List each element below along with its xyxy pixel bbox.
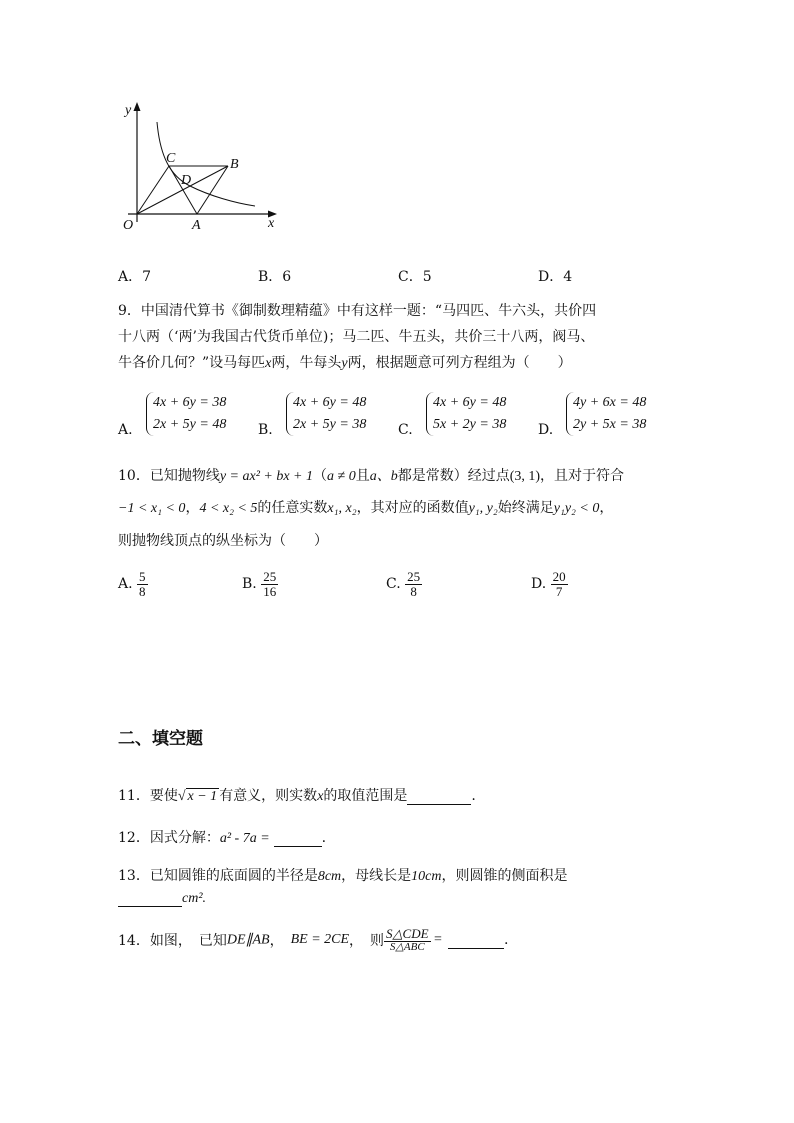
q10-option-letter: C. bbox=[386, 576, 401, 593]
denominator: 8 bbox=[139, 583, 146, 599]
q9-line-3-mid: 两，牛每头 bbox=[271, 355, 342, 371]
q9-line-3-end: 两，根据题意可列方程组为（ ） bbox=[347, 355, 572, 371]
q10-parabola-eq: y = ax² + bx + 1 bbox=[219, 469, 314, 484]
label-a: A bbox=[192, 218, 201, 233]
equation-2: 2y + 5x = 38 bbox=[573, 417, 647, 432]
equation-1: 4x + 6y = 48 bbox=[293, 395, 367, 410]
q10-product: y₁y₂ < 0 bbox=[553, 501, 600, 516]
q10-option-a[interactable] bbox=[118, 570, 148, 598]
q10-ineq-2: 4 < x₂ < 5 bbox=[199, 501, 258, 516]
numerator: 20 bbox=[552, 569, 566, 584]
fraction bbox=[261, 570, 278, 598]
q10-ys: y₁, y₂ bbox=[468, 501, 498, 516]
equation-system bbox=[286, 392, 366, 436]
q10-ineq-1: −1 < x₁ < 0 bbox=[118, 501, 186, 516]
q13-line-1 bbox=[118, 865, 567, 885]
coordinate-figure bbox=[110, 96, 290, 236]
equation-2: 2x + 5y = 48 bbox=[153, 417, 227, 432]
answer-blank[interactable] bbox=[448, 932, 504, 949]
label-y: y bbox=[125, 103, 132, 118]
q10-text: ， bbox=[599, 500, 614, 516]
q10-point: (3, 1) bbox=[509, 469, 541, 484]
segment-oc bbox=[137, 166, 169, 214]
q10-option-b[interactable] bbox=[242, 570, 278, 598]
q10-text: 10．已知抛物线 bbox=[118, 468, 220, 484]
q9-line-3 bbox=[118, 352, 572, 372]
q10-text: 的任意实数 bbox=[257, 500, 328, 516]
numerator: 25 bbox=[407, 569, 421, 584]
q8-option-c[interactable]: C．5 bbox=[398, 269, 432, 285]
q11-text: 11．要使 bbox=[118, 788, 178, 804]
q10-option-letter: B. bbox=[242, 576, 257, 593]
denominator: 16 bbox=[263, 583, 277, 599]
denominator: S△ABC bbox=[389, 940, 425, 953]
q12-expr: a² - 7a = bbox=[219, 831, 270, 846]
q9-option-letter: D. bbox=[538, 422, 554, 438]
q12-text: 12．因式分解： bbox=[118, 830, 220, 846]
q11-text: 的取值范围是 bbox=[323, 788, 408, 804]
q11-text: 有意义，则实数 bbox=[219, 788, 318, 804]
q11 bbox=[118, 785, 476, 805]
label-b: B bbox=[230, 157, 239, 172]
q14 bbox=[118, 927, 508, 953]
equation-2: 5x + 2y = 38 bbox=[433, 417, 507, 432]
q13-radius: 8cm bbox=[317, 869, 342, 884]
numerator: 5 bbox=[139, 569, 146, 584]
q14-eq: = bbox=[430, 932, 442, 948]
q8-option-b[interactable]: B．6 bbox=[258, 269, 292, 285]
label-d: D bbox=[181, 173, 192, 188]
q14-text: 14．如图， 已知 bbox=[118, 933, 227, 950]
y-axis-arrow bbox=[134, 102, 141, 111]
radicand: x − 1 bbox=[187, 789, 218, 804]
q13-slant: 10cm bbox=[411, 869, 442, 884]
q11-end: . bbox=[471, 788, 476, 804]
q14-text: ， bbox=[269, 933, 291, 950]
numerator: S△CDE bbox=[386, 926, 429, 941]
q10-text: ，且对于符合 bbox=[540, 468, 625, 484]
q10-line-2 bbox=[118, 497, 613, 517]
fraction bbox=[405, 570, 422, 598]
q14-text: ， 则 bbox=[349, 933, 385, 950]
q9-line-3-start: 牛各价几何？”设马每匹 bbox=[118, 355, 266, 371]
equation-1: 4x + 6y = 38 bbox=[153, 395, 227, 410]
q13-line-2 bbox=[118, 890, 206, 907]
q8-option-a[interactable]: A．7 bbox=[118, 269, 152, 285]
q10-option-letter: D. bbox=[531, 576, 547, 593]
label-x: x bbox=[268, 216, 275, 231]
answer-blank[interactable] bbox=[118, 890, 182, 907]
q14-cond-1: DE∥AB bbox=[226, 932, 270, 948]
equation-1: 4y + 6x = 48 bbox=[573, 395, 647, 410]
q14-end: . bbox=[503, 932, 509, 949]
segment-ba bbox=[197, 166, 228, 214]
denominator: 7 bbox=[555, 583, 563, 599]
equation-1: 4x + 6y = 48 bbox=[433, 395, 507, 410]
q10-option-c[interactable] bbox=[386, 570, 422, 598]
q11-var: x bbox=[317, 789, 324, 804]
q10-line-3: 则抛物线顶点的纵坐标为（ ） bbox=[118, 533, 328, 549]
q9-option-letter: B. bbox=[258, 422, 273, 438]
label-c: C bbox=[166, 151, 176, 166]
sqrt-sign: √ bbox=[177, 789, 186, 804]
label-o: O bbox=[123, 218, 134, 233]
q12 bbox=[118, 827, 326, 847]
q10-line-1 bbox=[118, 465, 624, 485]
q9-var-x: x bbox=[265, 356, 272, 371]
q13-text: 13．已知圆锥的底面圆的半径是 bbox=[118, 868, 318, 884]
q10-text: （ bbox=[313, 468, 328, 484]
q13-unit: cm². bbox=[182, 891, 207, 906]
q9-option-letter: A. bbox=[118, 422, 133, 438]
denominator: 8 bbox=[410, 583, 417, 599]
q14-cond-2: BE = 2CE bbox=[290, 932, 350, 948]
equation-system bbox=[566, 392, 646, 436]
area-ratio-fraction bbox=[384, 927, 431, 953]
q10-text: 都是常数）经过点 bbox=[397, 468, 510, 484]
answer-blank[interactable] bbox=[407, 788, 471, 805]
q10-cond: a ≠ 0 bbox=[327, 469, 356, 484]
q10-option-d[interactable] bbox=[531, 570, 568, 598]
q10-xs: x₁, x₂ bbox=[327, 501, 357, 516]
fraction bbox=[137, 570, 148, 598]
section-heading: 二、填空题 bbox=[118, 729, 203, 749]
q9-line-1: 9．中国清代算书《御制数理精蕴》中有这样一题：“马四匹、牛六头，共价四 bbox=[118, 303, 597, 319]
q13-text: ，则圆锥的侧面积是 bbox=[441, 868, 568, 884]
q9-option-letter: C. bbox=[398, 422, 413, 438]
q10-text: 始终满足 bbox=[497, 500, 554, 516]
q9-var-y: y bbox=[341, 356, 348, 371]
equation-2: 2x + 5y = 38 bbox=[293, 417, 367, 432]
q8-option-d[interactable]: D．4 bbox=[538, 269, 573, 285]
q13-text: ，母线长是 bbox=[341, 868, 412, 884]
q10-ab: a、b bbox=[369, 469, 398, 484]
q10-option-letter: A. bbox=[118, 576, 133, 593]
equation-system bbox=[146, 392, 226, 436]
fraction bbox=[551, 570, 568, 598]
equation-system bbox=[426, 392, 506, 436]
answer-blank[interactable] bbox=[274, 830, 322, 847]
q10-text: 且 bbox=[355, 468, 370, 484]
q12-end: . bbox=[321, 830, 327, 846]
q10-text: ， bbox=[185, 500, 200, 516]
numerator: 25 bbox=[263, 569, 277, 584]
q9-line-2: 十八两（‘两’为我国古代货币单位)；马二匹、牛五头，共价三十八两，阀马、 bbox=[118, 329, 595, 345]
q10-text: ，其对应的函数值 bbox=[356, 500, 469, 516]
